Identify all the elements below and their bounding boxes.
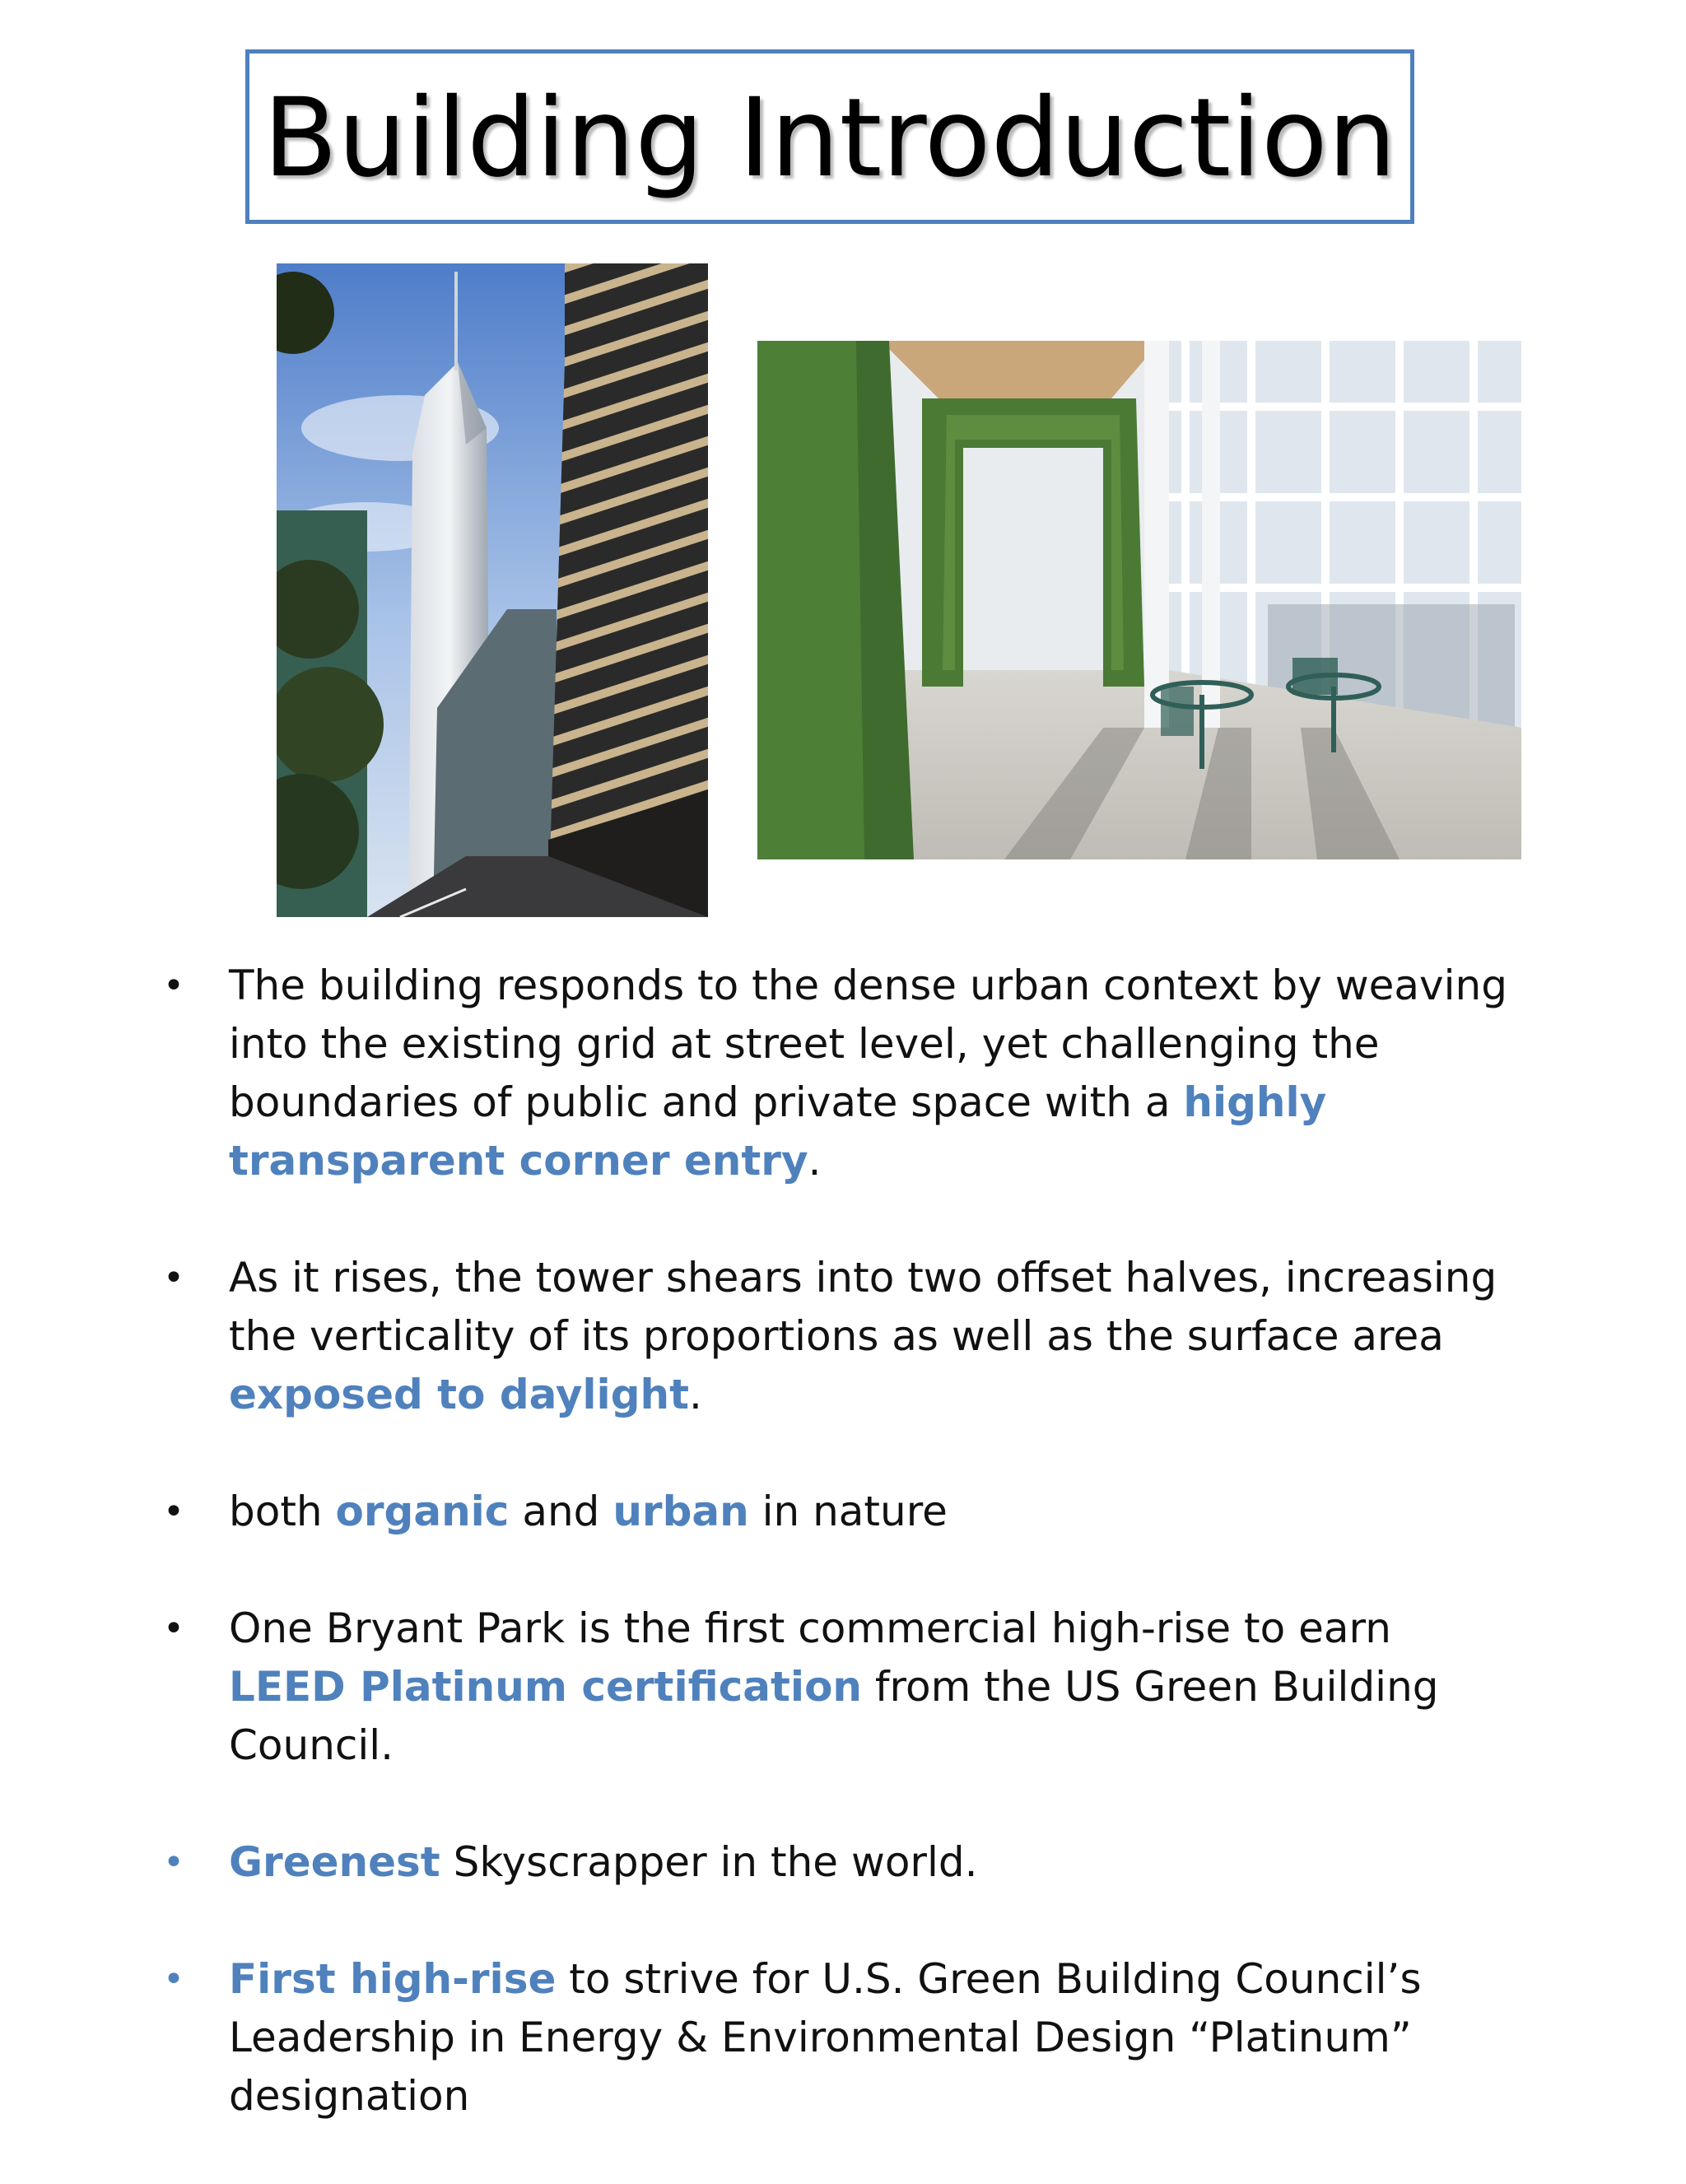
highlighted-text: urban [612, 1488, 749, 1535]
bullet-icon: • [163, 965, 184, 1007]
highlighted-text: highly transparent corner entry [229, 1078, 1327, 1185]
bullet-item [161, 1600, 1511, 1775]
tower-photo [277, 263, 708, 917]
bullet-text: from the US Green Building Council. [229, 1663, 1439, 1769]
bullet-item [161, 1833, 1511, 1892]
highlighted-text: organic [335, 1488, 510, 1535]
bullet-icon: • [163, 1958, 184, 2000]
bullet-text: One Bryant Park is the first commercial high-rise to earn [229, 1604, 1391, 1652]
bullet-icon: • [163, 1257, 184, 1299]
bullet-text: and [509, 1488, 613, 1535]
bullet-text: both [229, 1488, 336, 1535]
bullet-list [161, 957, 1511, 2184]
lobby-photo [757, 341, 1521, 859]
bullet-text: in nature [748, 1488, 948, 1535]
bullet-text: Skyscrapper in the world. [440, 1838, 978, 1886]
page-title: Building Introduction [263, 75, 1397, 202]
title-box [245, 49, 1414, 224]
bullet-item [161, 957, 1511, 1190]
bullet-icon: • [163, 1491, 184, 1533]
bullet-text: . [688, 1371, 702, 1418]
highlighted-text: First high-rise [229, 1955, 557, 2003]
bullet-text: to strive for U.S. Green Building Council’s Leadership in Energy & Environmental Design “Platinum” designation [229, 1955, 1422, 2120]
bullet-icon: • [163, 1608, 184, 1650]
highlighted-text: exposed to daylight [229, 1371, 689, 1418]
highlighted-text: Greenest [229, 1838, 440, 1886]
bullet-icon: • [163, 1842, 184, 1884]
bullet-item [161, 1249, 1511, 1424]
bullet-text: . [808, 1137, 822, 1185]
bullet-item [161, 1483, 1511, 1541]
bullet-text: As it rises, the tower shears into two offset halves, increasing the verticality of its proportions as well as the surface area [229, 1254, 1497, 1360]
bullet-text: The building responds to the dense urban context by weaving into the existing grid at street level, yet challenging the boundaries of public and private space with a [229, 962, 1507, 1126]
bullet-item [161, 1950, 1511, 2126]
highlighted-text: LEED Platinum certification [229, 1663, 863, 1711]
